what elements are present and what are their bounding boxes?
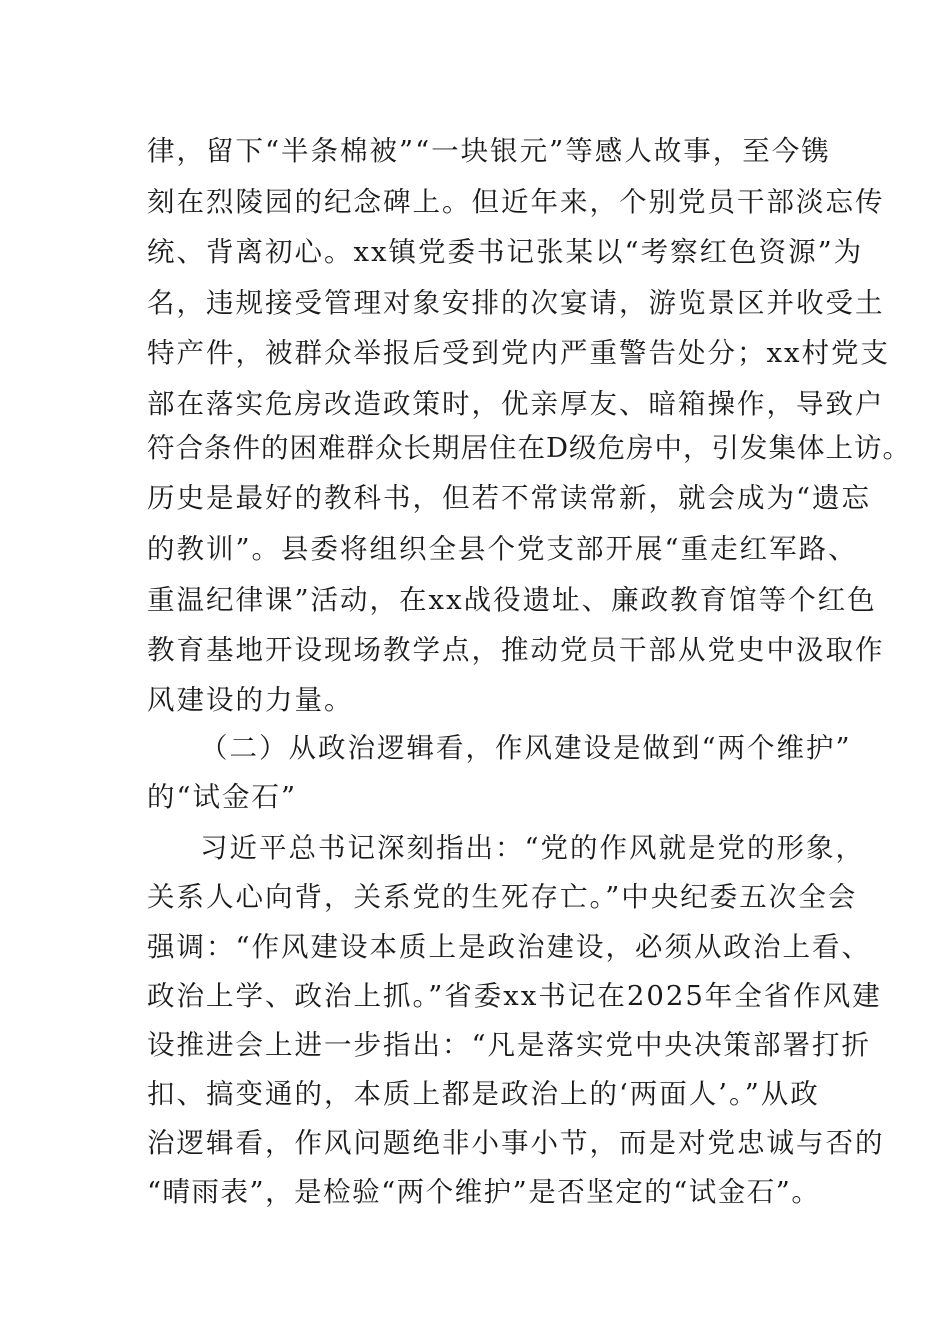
paragraph-line: 关系人心向背，关系党的生死存亡。”中央纪委五次全会 xyxy=(147,881,858,913)
paragraph-line: 教育基地开设现场教学点，推动党员干部从党史中汲取作 xyxy=(147,634,885,666)
paragraph-line: “晴雨表”，是检验“两个维护”是否坚定的“试金石”。 xyxy=(147,1176,821,1208)
paragraph-line: 习近平总书记深刻指出：“党的作风就是党的形象， xyxy=(200,832,866,864)
paragraph-line: 特产件，被群众举报后受到党内严重警告处分；xx村党支 xyxy=(147,337,891,369)
paragraph-line: 设推进会上进一步指出：“凡是落实党中央决策部署打折 xyxy=(147,1029,872,1061)
paragraph-line: 扣、搞变通的，本质上都是政治上的‘两面人’。”从政 xyxy=(147,1078,820,1110)
paragraph-line: 重温纪律课”活动，在xx战役遗址、廉政教育馆等个红色 xyxy=(147,584,877,616)
section-heading-line: （二）从政治逻辑看，作风建设是做到“两个维护” xyxy=(200,732,852,764)
paragraph-line: 符合条件的困难群众长期居住在D级危房中，引发集体上访。 xyxy=(147,432,912,464)
paragraph-line: 统、背离初心。xx镇党委书记张某以“考察红色资源”为 xyxy=(147,236,864,268)
paragraph-line: 风建设的力量。 xyxy=(147,684,354,716)
paragraph-line: 强调：“作风建设本质上是政治建设，必须从政治上看、 xyxy=(147,931,872,963)
paragraph-line: 历史是最好的教科书，但若不常读常新，就会成为“遗忘 xyxy=(147,482,872,514)
paragraph-line: 刻在烈陵园的纪念碑上。但近年来，个别党员干部淡忘传 xyxy=(147,186,885,218)
paragraph-line: 治逻辑看，作风问题绝非小事小节，而是对党忠诚与否的 xyxy=(147,1127,885,1159)
paragraph-line: 名，违规接受管理对象安排的次宴请，游览景区并收受土 xyxy=(147,287,885,319)
paragraph-line: 律，留下“半条棉被”“一块银元”等感人故事，至今镌 xyxy=(147,135,831,167)
section-heading-line: 的“试金石” xyxy=(147,781,298,813)
paragraph-line: 部在落实危房改造政策时，优亲厚友、暗箱操作，导致户 xyxy=(147,388,885,420)
paragraph-line: 政治上学、政治上抓。”省委xx书记在2025年全省作风建 xyxy=(147,980,882,1012)
paragraph-line: 的教训”。县委将组织全县个党支部开展“重走红军路、 xyxy=(147,533,858,565)
